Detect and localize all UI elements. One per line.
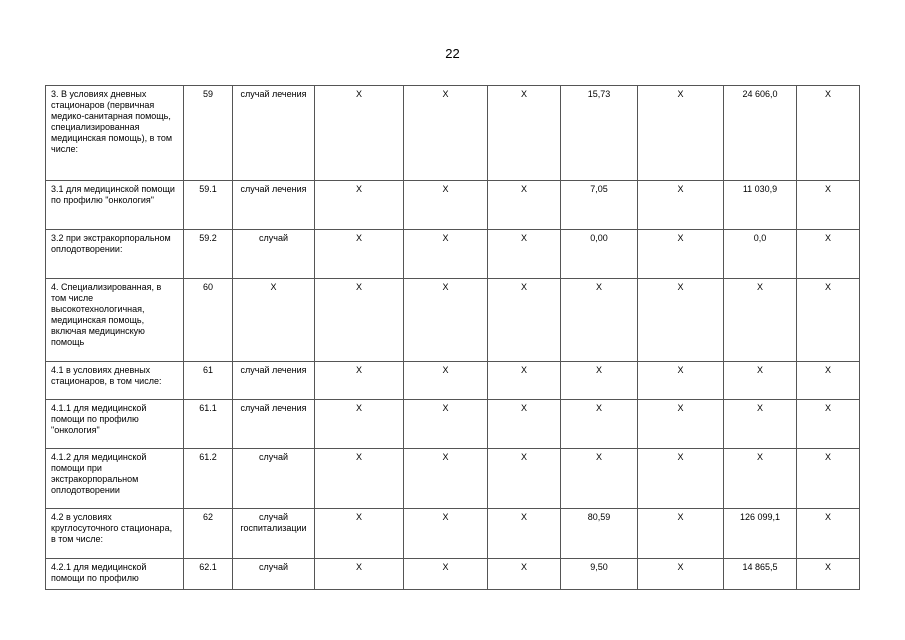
table-cell: 0,00 <box>561 230 638 279</box>
table-cell: 11 030,9 <box>724 181 797 230</box>
table-row <box>46 509 860 559</box>
table-cell: Х <box>488 230 561 279</box>
row-unit-cell: случай лечения <box>233 86 315 181</box>
table-cell: Х <box>638 559 724 590</box>
row-code-cell: 59 <box>184 86 233 181</box>
table-cell: Х <box>488 362 561 400</box>
table-row <box>46 279 860 362</box>
table-cell: Х <box>404 509 488 559</box>
table-cell: Х <box>561 362 638 400</box>
row-unit-cell: случай лечения <box>233 362 315 400</box>
table-cell: Х <box>797 509 860 559</box>
table-cell: Х <box>488 279 561 362</box>
table-cell: Х <box>488 559 561 590</box>
row-code-cell: 61.2 <box>184 449 233 509</box>
table-cell: 15,73 <box>561 86 638 181</box>
table-cell: Х <box>488 181 561 230</box>
table-cell: Х <box>404 559 488 590</box>
table-cell: Х <box>638 230 724 279</box>
table-cell: 80,59 <box>561 509 638 559</box>
table-row <box>46 362 860 400</box>
table-cell: Х <box>638 86 724 181</box>
financing-table <box>45 85 860 590</box>
table-cell: 14 865,5 <box>724 559 797 590</box>
table-row <box>46 559 860 590</box>
table-cell: Х <box>315 449 404 509</box>
table-cell: Х <box>488 449 561 509</box>
table-cell: Х <box>797 362 860 400</box>
row-code-cell: 61.1 <box>184 400 233 449</box>
row-name-cell: 3. В условиях дневных стационаров (первичная медико-санитарная помощь, специализированная медицинская помощь), в том числе: <box>46 86 184 181</box>
table-cell: Х <box>404 279 488 362</box>
table-cell: Х <box>724 279 797 362</box>
row-unit-cell: случай госпитализации <box>233 509 315 559</box>
row-code-cell: 59.1 <box>184 181 233 230</box>
table-cell: Х <box>638 400 724 449</box>
table-cell: Х <box>797 230 860 279</box>
row-name-cell: 4. Специализированная, в том числе высокотехнологичная, медицинская помощь, включая медицинскую помощь <box>46 279 184 362</box>
table-cell: Х <box>315 362 404 400</box>
table-cell: Х <box>797 86 860 181</box>
table-row <box>46 181 860 230</box>
row-name-cell: 4.1 в условиях дневных стационаров, в том числе: <box>46 362 184 400</box>
row-unit-cell: Х <box>233 279 315 362</box>
row-unit-cell: случай <box>233 559 315 590</box>
table-cell: 126 099,1 <box>724 509 797 559</box>
table-cell: Х <box>638 181 724 230</box>
table-cell: Х <box>797 559 860 590</box>
row-name-cell: 3.2 при экстракорпоральном оплодотворении: <box>46 230 184 279</box>
table-cell: Х <box>797 279 860 362</box>
table-cell: Х <box>404 181 488 230</box>
table-cell: Х <box>404 86 488 181</box>
table-cell: Х <box>315 509 404 559</box>
row-name-cell: 4.2 в условиях круглосуточного стационара, в том числе: <box>46 509 184 559</box>
row-unit-cell: случай лечения <box>233 181 315 230</box>
table-cell: Х <box>638 509 724 559</box>
table-cell: Х <box>404 362 488 400</box>
table-cell: 24 606,0 <box>724 86 797 181</box>
row-name-cell: 4.1.1 для медицинской помощи по профилю "онкология" <box>46 400 184 449</box>
table-cell: Х <box>797 181 860 230</box>
row-code-cell: 62 <box>184 509 233 559</box>
table-cell: 7,05 <box>561 181 638 230</box>
row-code-cell: 59.2 <box>184 230 233 279</box>
table-cell: 9,50 <box>561 559 638 590</box>
row-unit-cell: случай <box>233 230 315 279</box>
table-cell: Х <box>315 181 404 230</box>
table-cell: Х <box>488 400 561 449</box>
table-cell: Х <box>724 400 797 449</box>
row-code-cell: 60 <box>184 279 233 362</box>
row-name-cell: 4.1.2 для медицинской помощи при экстракорпоральном оплодотворении <box>46 449 184 509</box>
row-name-cell: 3.1 для медицинской помощи по профилю "онкология" <box>46 181 184 230</box>
table-row <box>46 86 860 181</box>
table-cell: Х <box>404 449 488 509</box>
table-cell: Х <box>315 279 404 362</box>
table-cell: Х <box>315 230 404 279</box>
table-cell: Х <box>561 400 638 449</box>
table-cell: Х <box>724 449 797 509</box>
row-code-cell: 62.1 <box>184 559 233 590</box>
table-cell: Х <box>488 509 561 559</box>
table-cell: Х <box>638 449 724 509</box>
table-cell: Х <box>404 400 488 449</box>
row-unit-cell: случай <box>233 449 315 509</box>
table-cell: Х <box>488 86 561 181</box>
table-row <box>46 400 860 449</box>
table-cell: Х <box>315 400 404 449</box>
page-number: 22 <box>445 46 460 61</box>
table-cell: Х <box>724 362 797 400</box>
table-cell: Х <box>797 449 860 509</box>
table-cell: Х <box>561 279 638 362</box>
table-cell: Х <box>315 559 404 590</box>
table-cell: Х <box>797 400 860 449</box>
table-cell: Х <box>315 86 404 181</box>
table-cell: Х <box>638 279 724 362</box>
table-row <box>46 230 860 279</box>
table-cell: Х <box>561 449 638 509</box>
table-row <box>46 449 860 509</box>
table-cell: Х <box>404 230 488 279</box>
table-cell: 0,0 <box>724 230 797 279</box>
table-cell: Х <box>638 362 724 400</box>
row-name-cell: 4.2.1 для медицинской помощи по профилю <box>46 559 184 590</box>
row-unit-cell: случай лечения <box>233 400 315 449</box>
row-code-cell: 61 <box>184 362 233 400</box>
